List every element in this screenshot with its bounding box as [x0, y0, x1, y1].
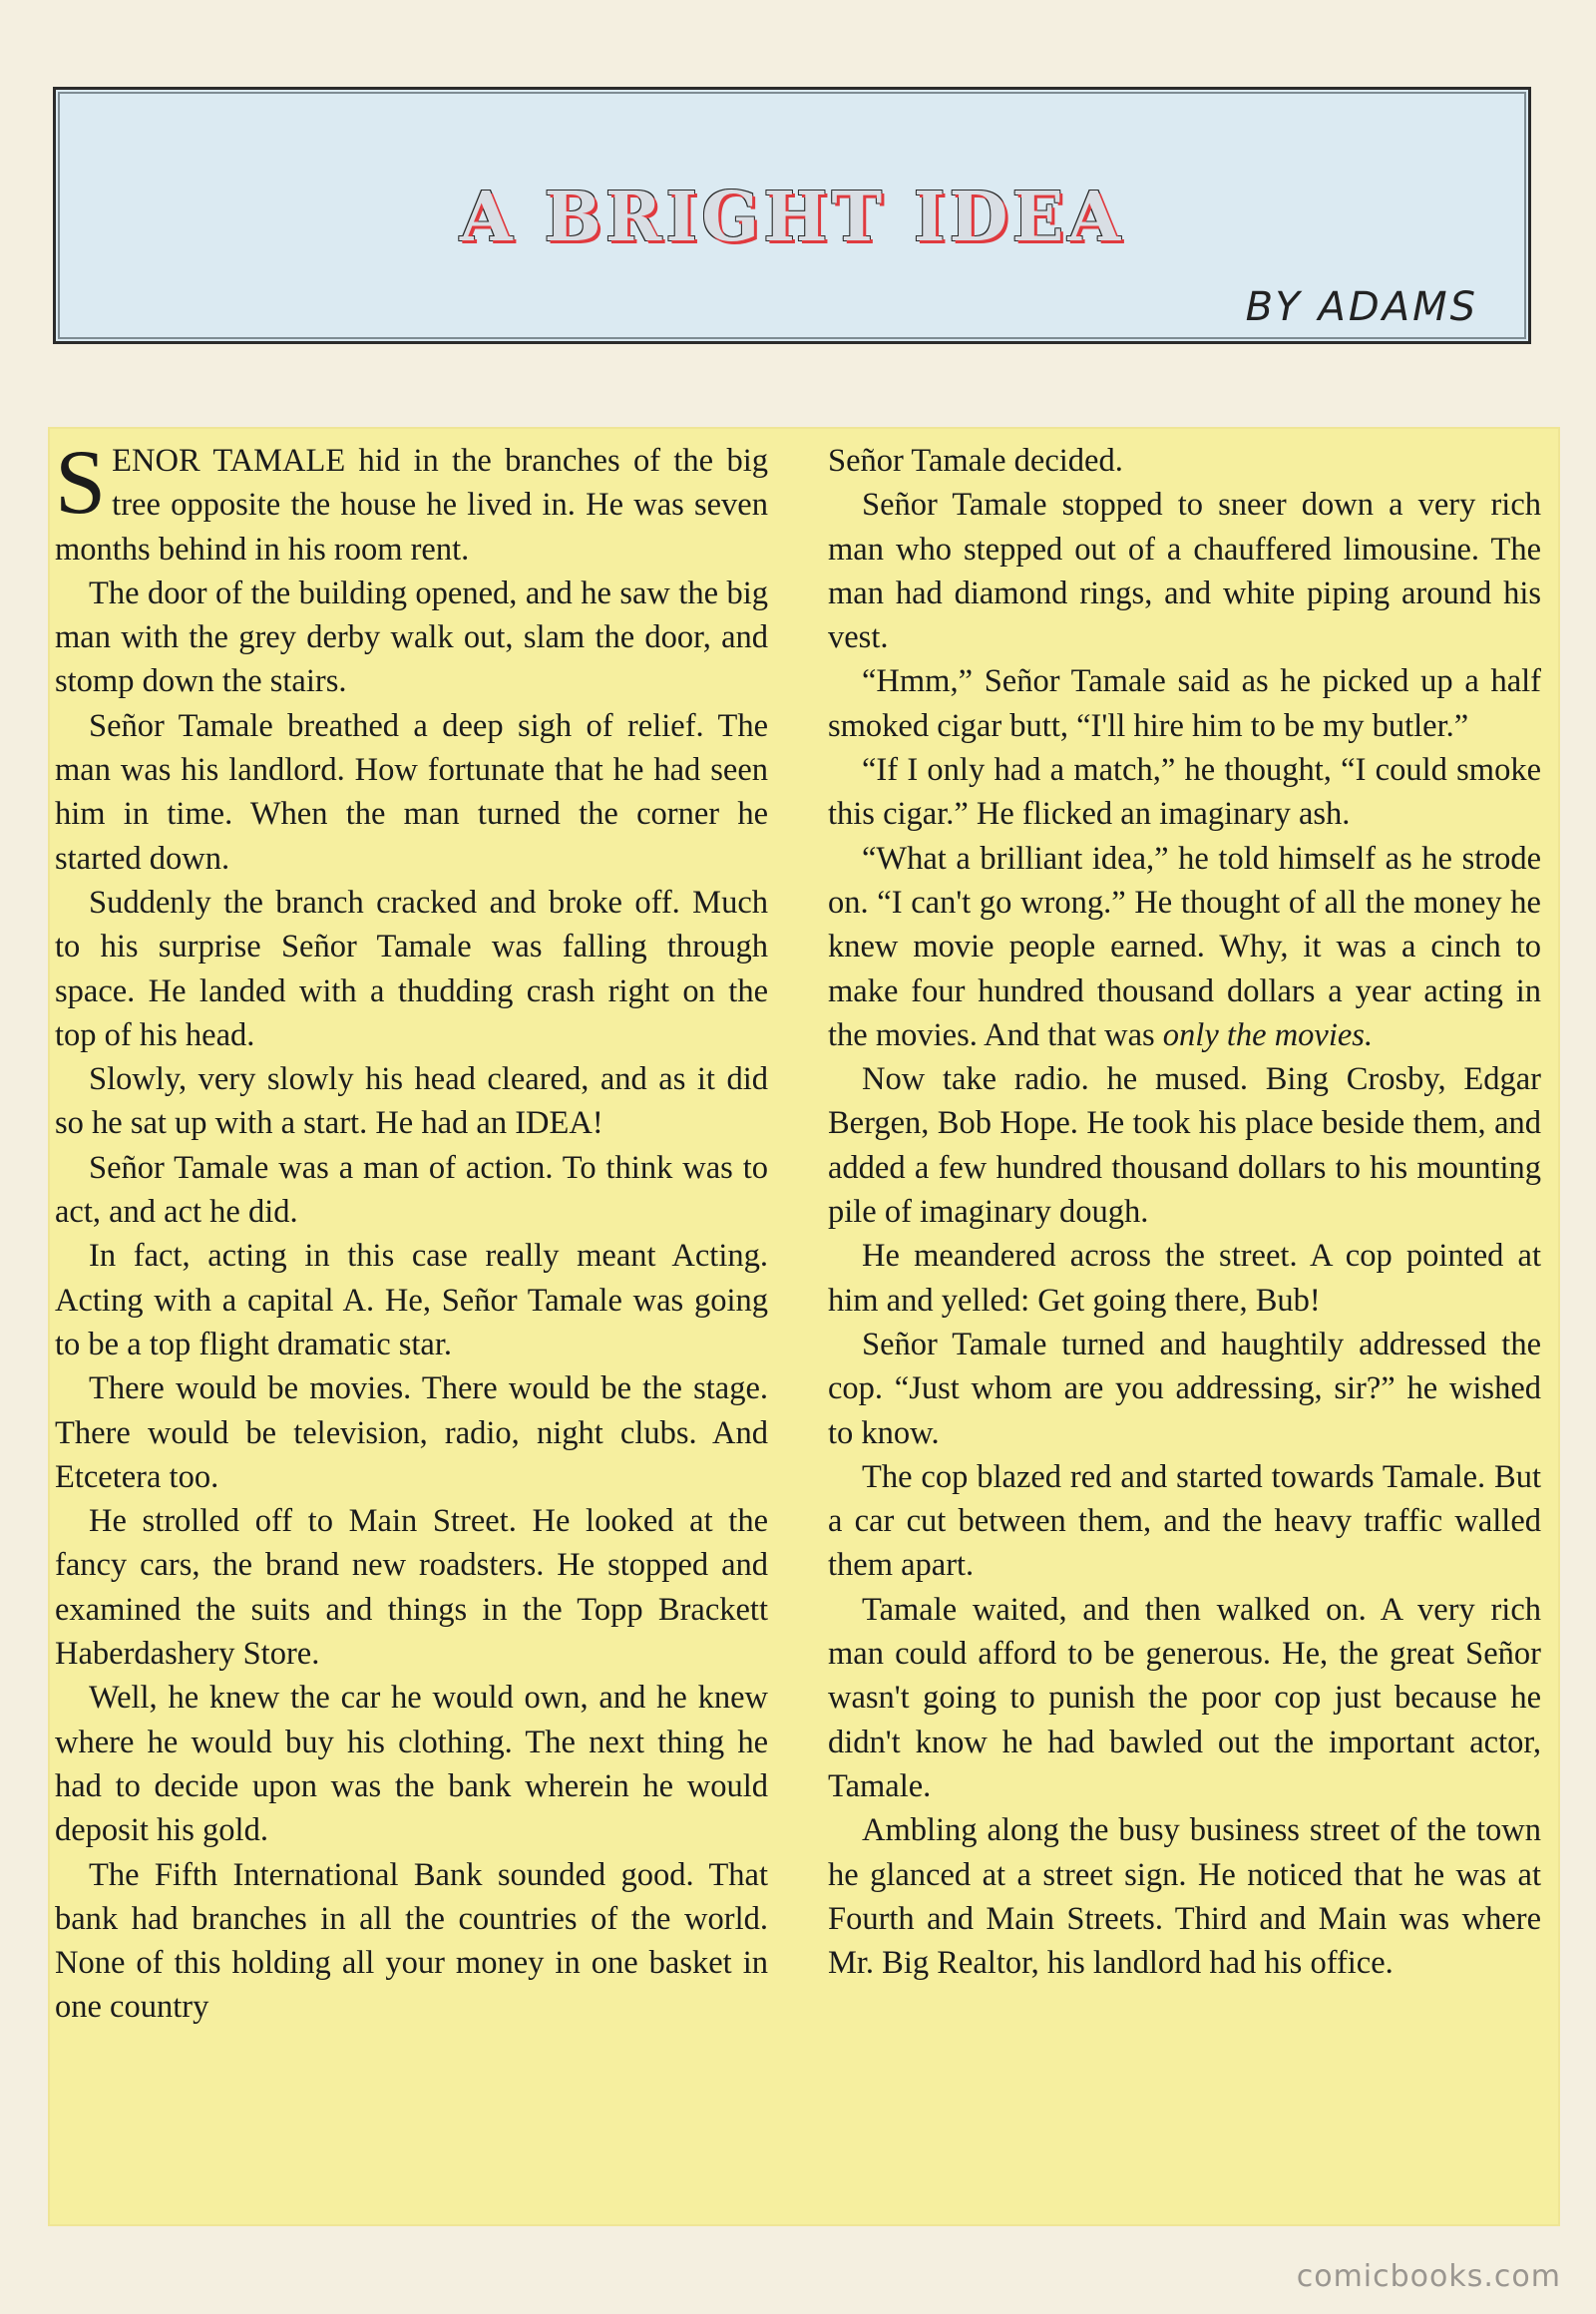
paragraph: Ambling along the busy business street of the town he glanced at a street sign. He noticed that he was at Fourth and Main Streets. Third and Main was where Mr. Big Realtor, his landlord had his office. — [828, 1812, 1541, 1982]
paragraph: There would be movies. There would be the stage. There would be television, radio, night clubs. And Etcetera too. — [55, 1370, 768, 1495]
paragraph: The Fifth International Bank sounded good. That bank had branches in all the countries of the world. None of this holding all your money in one basket in one country — [55, 1856, 768, 2026]
paragraph: Señor Tamale stopped to sneer down a very rich man who stepped out of a chauffered limousine. The man had diamond rings, and white piping around his vest. — [828, 487, 1541, 656]
left-column — [55, 431, 768, 2030]
paragraph: Suddenly the branch cracked and broke off. Much to his surprise Señor Tamale was falling through space. He landed with a thudding crash right on the top of his head. — [55, 884, 768, 1053]
paragraph: He strolled off to Main Street. He looked at the fancy cars, the brand new roadsters. He stopped and examined the suits and things in the Topp Brackett Haberdashery Store. — [55, 1503, 768, 1673]
paragraph: Slowly, very slowly his head cleared, and as it did so he sat up with a start. He had an IDEA! — [55, 1061, 768, 1142]
watermark: comicbooks.com — [1296, 2259, 1561, 2294]
paragraph: Señor Tamale turned and haughtily addressed the cop. “Just whom are you addressing, sir?” he wished to know. — [828, 1326, 1541, 1451]
paragraph: Señor Tamale breathed a deep sigh of relief. The man was his landlord. How fortunate that he had seen him in time. When the man turned the corner he started down. — [55, 707, 768, 877]
right-column — [828, 439, 1541, 1985]
paragraph: “If I only had a match,” he thought, “I could smoke this cigar.” He flicked an imaginary ash. — [828, 752, 1541, 833]
paragraph: In fact, acting in this case really meant Acting. Acting with a capital A. He, Señor Tamale was going to be a top flight dramatic star. — [55, 1238, 768, 1362]
paragraph-text: ENOR TAMALE hid in the branches of the big tree opposite the house he lived in. He was seven months behind in his room rent. — [55, 443, 768, 568]
paragraph: Now take radio. he mused. Bing Crosby, Edgar Bergen, Bob Hope. He took his place beside them, and added a few hundred thousand dollars to his mounting pile of imaginary dough. — [828, 1061, 1541, 1231]
paragraph: The cop blazed red and started towards Tamale. But a car cut between them, and the heavy traffic walled them apart. — [828, 1458, 1541, 1584]
paragraph: Tamale waited, and then walked on. A very rich man could afford to be generous. He, the great Señor wasn't going to punish the poor cop just because he didn't know he had bawled out the important actor, Tamale. — [828, 1591, 1541, 1804]
paragraph: He meandered across the street. A cop pointed at him and yelled: Get going there, Bub! — [828, 1238, 1541, 1319]
paragraph: The door of the building opened, and he saw the big man with the grey derby walk out, slam the door, and stomp down the stairs. — [55, 575, 768, 700]
paragraph: Señor Tamale was a man of action. To think was to act, and act he did. — [55, 1149, 768, 1231]
paragraph — [828, 837, 1541, 1057]
paragraph-text: “What a brilliant idea,” he told himself as he strode on. “I can't go wrong.” He thought of all the money he knew movie people earned. Why, it was a cinch to make four hundred thousand dollars a year acting in the movies. And that was — [828, 840, 1541, 1053]
paragraph: Well, he knew the car he would own, and he knew where he would buy his clothing. The next thing he had to decide upon was the bank wherein he would deposit his gold. — [55, 1680, 768, 1849]
story-title: A BRIGHT IDEA — [459, 178, 1125, 257]
paragraph: Señor Tamale decided. — [828, 443, 1123, 479]
paragraph — [55, 431, 768, 572]
drop-cap: S — [55, 431, 107, 533]
title-panel — [53, 87, 1531, 344]
emphasis-text: only the movies. — [1162, 1016, 1374, 1053]
paragraph: “Hmm,” Señor Tamale said as he picked up a half smoked cigar butt, “I'll hire him to be my butler.” — [828, 663, 1541, 744]
byline: BY ADAMS — [1245, 284, 1478, 330]
